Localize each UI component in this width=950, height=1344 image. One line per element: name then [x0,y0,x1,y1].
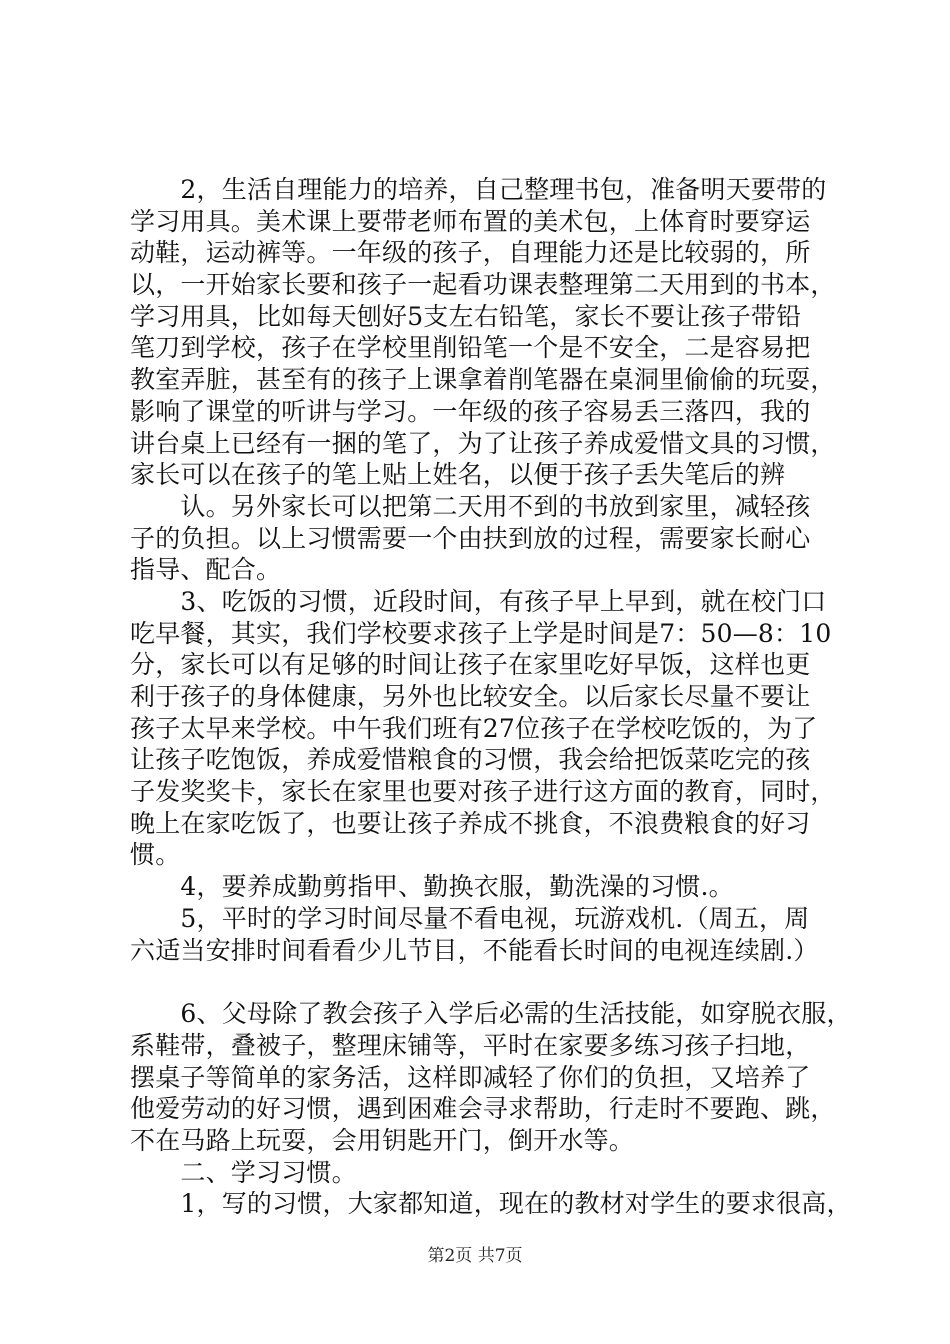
text-line: 以，一开始家长要和孩子一起看功课表整理第二天用到的书本， [130,270,836,300]
text-line: 利于孩子的身体健康，另外也比较安全。以后家长尽量不要让 [130,682,811,711]
text-line: 不在马路上玩耍，会用钥匙开门，倒开水等。 [130,1125,635,1155]
text-line: 5，平时的学习时间尽量不看电视，玩游戏机.（周五，周 [130,903,810,933]
text-line: 分，家长可以有足够的时间让孩子在家里吃好早饭，这样也更 [130,650,811,680]
text-line: 六适当安排时间看看少儿节目，不能看长时间的电视连续剧.） [130,935,819,965]
text-line: 二、学习习惯。 [130,1157,357,1187]
text-line: 认。另外家长可以把第二天用不到的书放到家里，减轻孩 [130,491,811,521]
text-line: 吃早餐，其实，我们学校要求孩子上学是时间是7：50—8：10 [130,618,832,648]
text-line: 学习用具，比如每天刨好5支左右铅笔，家长不要让孩子带铅 [130,301,802,331]
text-line: 讲台桌上已经有一捆的笔了，为了让孩子养成爱惜文具的习惯， [130,428,836,458]
text-line: 3、吃饭的习惯，近段时间，有孩子早上早到，就在校门口 [130,586,827,616]
text-line: 4，要养成勤剪指甲、勤换衣服，勤洗澡的习惯.。 [130,872,734,902]
text-line: 笔刀到学校，孩子在学校里削铅笔一个是不安全，二是容易把 [130,333,811,363]
text-line: 子的负担。以上习惯需要一个由扶到放的过程，需要家长耐心 [130,523,811,553]
text-line: 学习用具。美术课上要带老师布置的美术包，上体育时要穿运 [130,206,811,236]
text-line: 2，生活自理能力的培养，自己整理书包，准备明天要带的 [130,175,827,204]
text-line: 晚上在家吃饭了，也要让孩子养成不挑食，不浪费粮食的好习 [130,808,811,838]
paragraph-gap [130,966,830,998]
text-line: 教室弄脏，甚至有的孩子上课拿着削笔器在桌洞里偷偷的玩耍， [130,365,836,395]
text-line: 摆桌子等简单的家务活，这样即减轻了你们的负担，又培养了 [130,1062,811,1092]
text-line: 家长可以在孩子的笔上贴上姓名，以便于孩子丢失笔后的辨 [130,460,786,490]
text-line: 他爱劳动的好习惯，遇到困难会寻求帮助，行走时不要跑、跳， [130,1094,836,1124]
text-line: 系鞋带，叠被子，整理床铺等，平时在家要多练习孩子扫地， [130,1030,811,1060]
text-line: 孩子太早来学校。中午我们班有27位孩子在学校吃饭的，为了 [130,713,818,743]
text-line: 影响了课堂的听讲与学习。一年级的孩子容易丢三落四，我的 [130,396,811,426]
text-line: 惯。 [130,840,181,870]
text-line: 让孩子吃饱饭，养成爱惜粮食的习惯，我会给把饭菜吃完的孩 [130,745,811,775]
text-line: 指导、配合。 [130,555,282,585]
text-line: 6、父母除了教会孩子入学后必需的生活技能，如穿脱衣服， [130,999,852,1029]
document-body [130,174,852,1220]
page-footer [0,1246,950,1266]
text-line: 子发奖奖卡，家长在家里也要对孩子进行这方面的教育，同时， [130,777,836,807]
text-line: 1，写的习惯，大家都知道，现在的教材对学生的要求很高， [130,1189,852,1219]
text-line: 动鞋，运动裤等。一年级的孩子，自理能力还是比较弱的，所 [130,238,811,268]
page-number: 第2页 共7页 [427,1246,523,1266]
